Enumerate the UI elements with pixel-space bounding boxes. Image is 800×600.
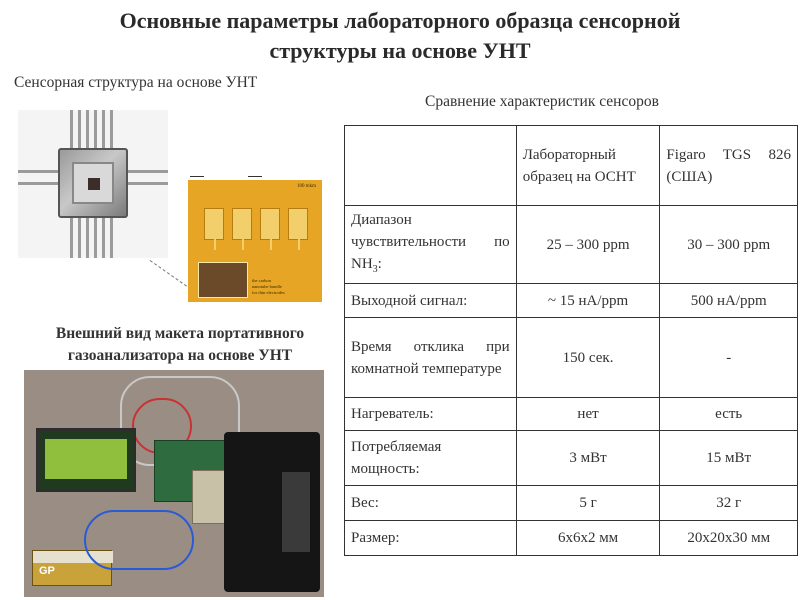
lab-value-cell: 150 сек. — [516, 318, 660, 398]
scale-label: 100 mkm — [296, 184, 316, 189]
figaro-value-cell: 15 мВт — [660, 431, 798, 486]
figaro-value-cell: 500 нА/ppm — [660, 284, 798, 318]
battery-brand: GP — [39, 565, 55, 577]
lab-value-cell: 5 г — [516, 486, 660, 521]
photo-marker — [190, 176, 204, 177]
lab-value-cell: 25 – 300 ppm — [516, 206, 660, 284]
header-cell-empty — [345, 126, 517, 206]
lab-value-cell: ~ 15 нА/ppm — [516, 284, 660, 318]
page-title — [0, 6, 800, 66]
lab-value-cell: нет — [516, 398, 660, 431]
table-row — [345, 398, 798, 431]
header-figaro: Figaro TGS 826 (США) — [660, 126, 798, 206]
table-row — [345, 521, 798, 556]
param-cell: Размер: — [345, 521, 517, 556]
lab-value-cell: 6х6х2 мм — [516, 521, 660, 556]
comparison-table — [344, 125, 798, 556]
figaro-value-cell: 20х20х30 мм — [660, 521, 798, 556]
blue-wire — [84, 510, 194, 570]
table-row — [345, 318, 798, 398]
header-lab-sample: Лабораторный образец на ОСНТ — [516, 126, 660, 206]
title-line-2: структуры на основе УНТ — [269, 38, 531, 63]
chip-sensor-photo — [18, 110, 168, 258]
sensor-holder — [224, 432, 320, 592]
comparison-caption: Сравнение характеристик сенсоров — [425, 93, 659, 110]
param-cell: Нагреватель: — [345, 398, 517, 431]
electrode-micrograph — [188, 180, 322, 302]
figaro-value-cell: 32 г — [660, 486, 798, 521]
table-row — [345, 486, 798, 521]
figaro-value-cell: - — [660, 318, 798, 398]
title-line-1: Основные параметры лабораторного образца сенсорной — [119, 8, 681, 33]
lab-value-cell: 3 мВт — [516, 431, 660, 486]
inset-caption: the carbon nanotube bundle for thin electrodes — [252, 278, 285, 295]
table-row — [345, 431, 798, 486]
figaro-value-cell: есть — [660, 398, 798, 431]
param-cell: Выходной сигнал: — [345, 284, 517, 318]
lcd-display — [36, 428, 136, 492]
table-row — [345, 284, 798, 318]
param-cell: Вес: — [345, 486, 517, 521]
connector-line — [150, 260, 192, 289]
gas-analyzer-photo — [24, 370, 324, 597]
photo-marker — [248, 176, 262, 177]
table-header-row — [345, 126, 798, 206]
table-row — [345, 206, 798, 284]
param-cell: Диапазон чувствительности по $NH_3$: — [345, 206, 517, 284]
param-cell: Время отклика при комнатной температуре — [345, 318, 517, 398]
sensor-structure-caption: Сенсорная структура на основе УНТ — [14, 74, 258, 91]
device-caption: Внешний вид макета портативного газоанализатора на основе УНТ — [55, 325, 305, 364]
figaro-value-cell: 30 – 300 ppm — [660, 206, 798, 284]
param-cell: Потребляемая мощность: — [345, 431, 517, 486]
nanotube-inset — [198, 262, 248, 298]
